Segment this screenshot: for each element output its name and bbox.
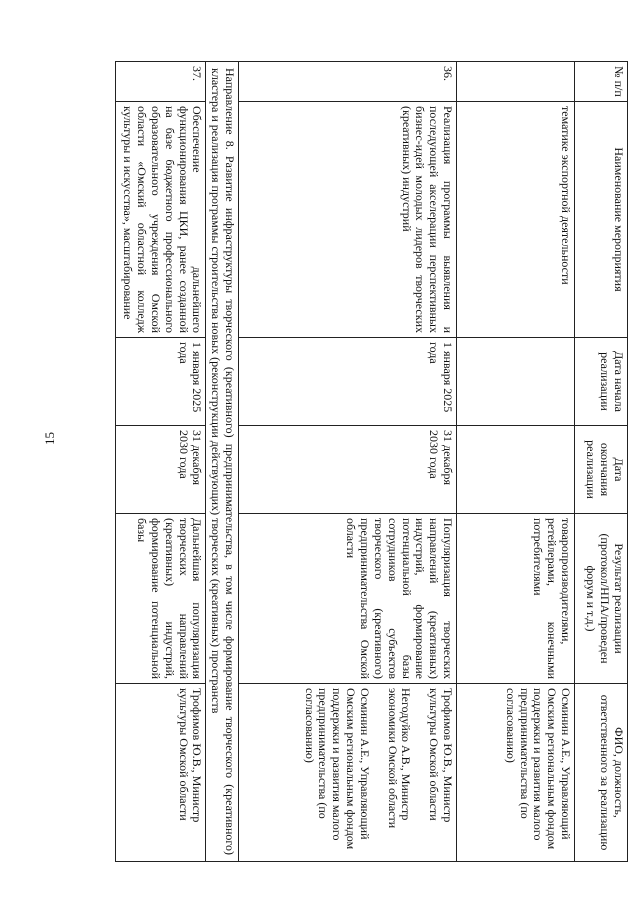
row-result: товаропроизводителями, ретейлерами, конечными потребителями	[457, 514, 575, 684]
header-start: Дата начала реализации	[575, 338, 628, 426]
row-start	[457, 338, 575, 426]
row-end: 31 декабря 2030 года	[239, 426, 457, 514]
rotated-table-container	[68, 61, 628, 861]
row-end	[457, 426, 575, 514]
row-num: 37.	[116, 62, 206, 102]
table-row	[239, 62, 457, 862]
header-responsible: ФИО, должность, ответственного за реализацию	[575, 684, 628, 862]
responsible-person-3: Осминин А.Е., Управляющий Омским региональным фондом поддержки и развития малого предпринимательства (по согласованию)	[302, 688, 372, 850]
header-num: № п/п	[575, 62, 628, 102]
row-name: тематике экспортной деятельности	[457, 102, 575, 338]
measures-table	[115, 61, 628, 862]
row-start: 1 января 2025 года	[239, 338, 457, 426]
row-name: Реализация программы выявления и последующей акселерации перспективных бизнес-идей молодых лидеров творческих (креативных) индустрий	[239, 102, 457, 338]
direction-heading: Направление 8. Развитие инфраструктуры творческого (креативного) предпринимательства, в том числе формирование творческого (креативного) кластера и реализация программы строительства новых (реконструкции действующих) творческих (креативных) пространств	[206, 62, 239, 862]
row-end: 31 декабря 2030 года	[116, 426, 206, 514]
responsible-person-2: Негодуйко А.В., Министр экономики Омской области	[385, 688, 414, 829]
row-responsible: Осминин А.Е., Управляющий Омским региональным фондом поддержки и развития малого предпринимательства (по согласованию)	[457, 684, 575, 862]
row-num	[457, 62, 575, 102]
table-header-row	[575, 62, 628, 862]
table-row	[116, 62, 206, 862]
row-start: 1 января 2025 года	[116, 338, 206, 426]
header-end: Дата окончания реализации	[575, 426, 628, 514]
row-result: Популяризация творческих направлений (креативных) индустрий, формирование потенциальной базы сотрудников субъектов творческого (креативного) предпринимательства Омской области	[239, 514, 457, 684]
page-number: 15	[42, 432, 57, 445]
header-result: Результат реализации (протокол/НПА/проведен форум и т.д.)	[575, 514, 628, 684]
direction-row	[206, 62, 239, 862]
row-result: Дальнейшая популяризация творческих направлений (креативных) индустрий, формирование потенциальной базы	[116, 514, 206, 684]
row-responsible: Трофимов Ю.В., Министр культуры Омской области	[116, 684, 206, 862]
header-name: Наименование мероприятия	[575, 102, 628, 338]
row-name: Обеспечение дальнейшего функционирования ЦКИ, ранее созданной на базе бюджетного профессионального образовательного учреждения Омской области «Омский областной колледж культуры и искусства», масштабирование	[116, 102, 206, 338]
table-row	[457, 62, 575, 862]
row-responsible	[239, 684, 457, 862]
responsible-person-1: Трофимов Ю.В., Министр культуры Омской области	[427, 688, 455, 823]
row-num: 36.	[239, 62, 457, 102]
